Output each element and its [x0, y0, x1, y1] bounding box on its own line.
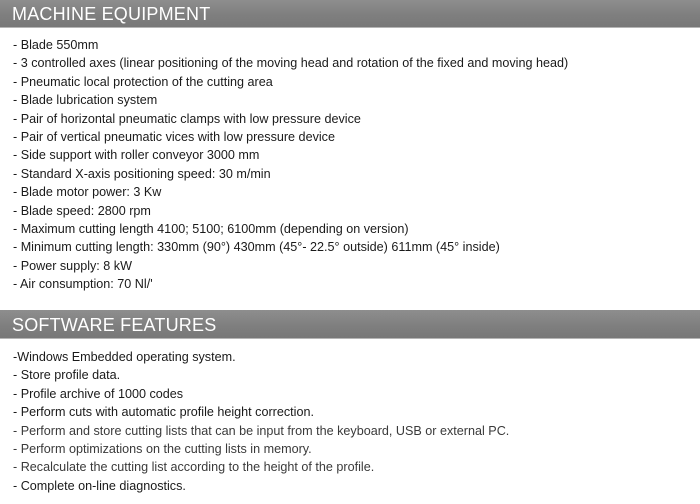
list-item: - Blade lubrication system: [13, 93, 158, 108]
list-item: - Maximum cutting length 4100; 5100; 6100mm (depending on version): [13, 221, 409, 236]
list-item: - Store profile data.: [13, 368, 121, 383]
list-item: - Perform cuts with automatic profile height correction.: [13, 405, 314, 420]
list-item: - Pair of vertical pneumatic vices with low pressure device: [13, 129, 335, 144]
list-item: - Blade speed: 2800 rpm: [13, 203, 151, 218]
machine-equipment-title: MACHINE EQUIPMENT: [12, 4, 211, 24]
list-item: - Perform and store cutting lists that can be input from the keyboard, USB or external PC.: [13, 423, 510, 438]
software-features-header: [0, 310, 700, 339]
list-item: - Blade 550mm: [13, 38, 99, 52]
list-item: - Power supply: 8 kW: [13, 258, 132, 273]
software-features-list: [13, 348, 693, 495]
list-item: - Perform optimizations on the cutting lists in memory.: [13, 441, 312, 456]
list-item: - Air consumption: 70 Nl/': [13, 277, 153, 292]
list-item: - Blade motor power: 3 Kw: [13, 185, 162, 200]
list-item: - 3 controlled axes (linear positioning of the moving head and rotation of the fixed and moving head): [13, 56, 569, 71]
list-item: - Standard X-axis positioning speed: 30 m/min: [13, 166, 271, 181]
list-item: - Pneumatic local protection of the cutting area: [13, 74, 273, 89]
machine-equipment-list: [13, 36, 693, 293]
list-item: - Complete on-line diagnostics.: [13, 478, 186, 493]
list-item: - Minimum cutting length: 330mm (90°) 430mm (45°- 22.5° outside) 611mm (45° inside): [13, 240, 500, 255]
machine-equipment-header: [0, 0, 700, 28]
list-item: - Side support with roller conveyor 3000 mm: [13, 148, 260, 163]
list-item: - Recalculate the cutting list according to the height of the profile.: [13, 460, 375, 475]
software-features-title: SOFTWARE FEATURES: [12, 315, 217, 335]
list-item: - Profile archive of 1000 codes: [13, 386, 184, 401]
list-item: - Pair of horizontal pneumatic clamps with low pressure device: [13, 111, 361, 126]
list-item: -Windows Embedded operating system.: [13, 350, 236, 364]
